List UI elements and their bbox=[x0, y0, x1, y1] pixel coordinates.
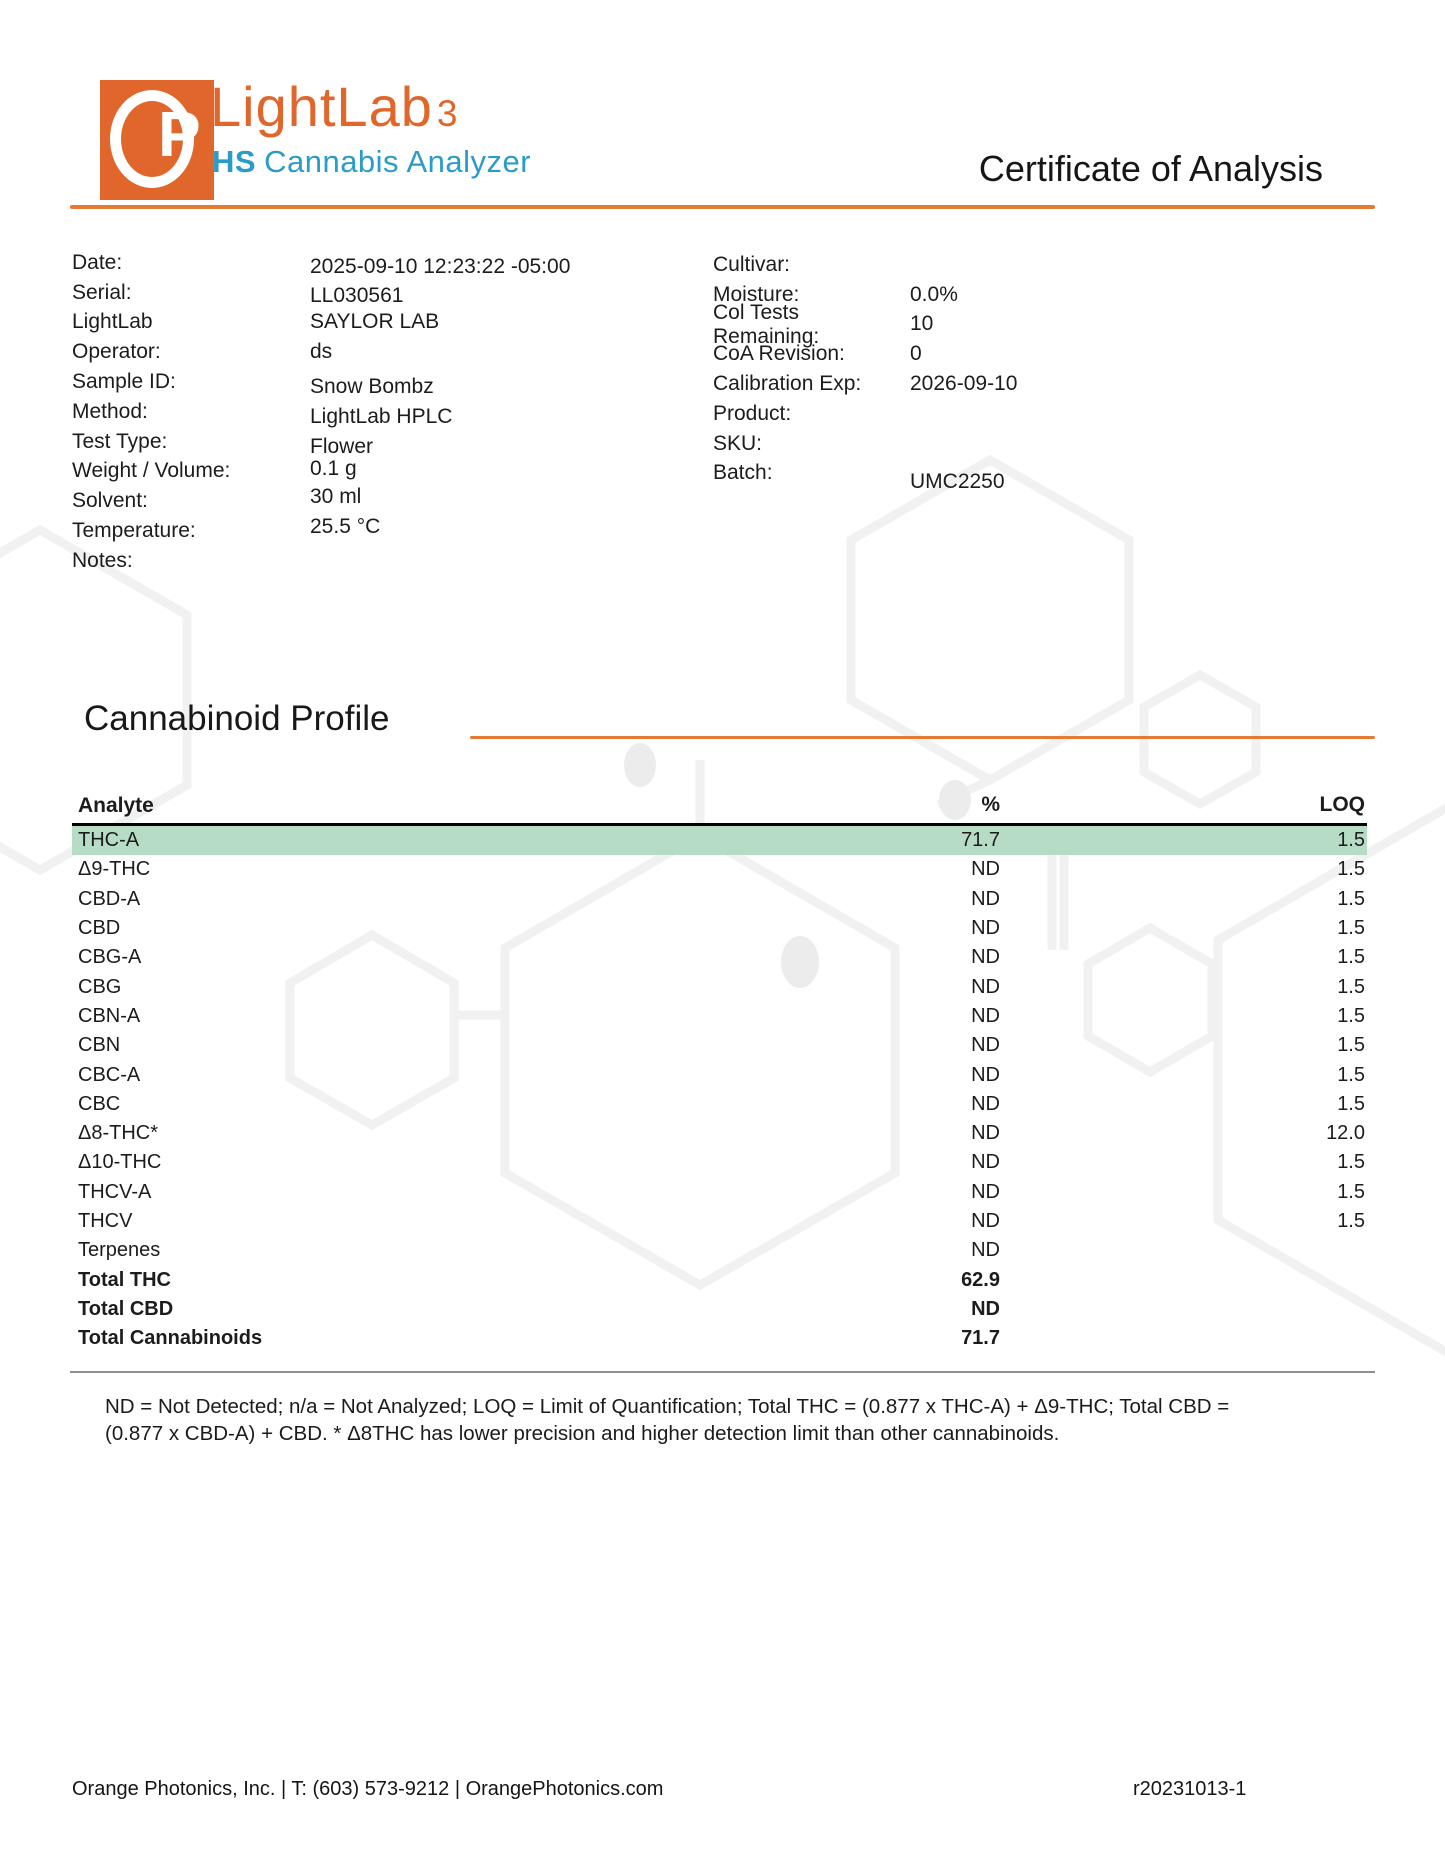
loq-cell: 1.5 bbox=[1337, 1004, 1365, 1027]
loq-cell: 12.0 bbox=[1326, 1122, 1365, 1145]
loq-cell: 1.5 bbox=[1337, 1063, 1365, 1086]
loq-cell: 1.5 bbox=[1337, 1092, 1365, 1115]
info-row bbox=[713, 300, 1273, 348]
table-row bbox=[72, 1236, 1367, 1265]
brand-name: LightLab 3 bbox=[210, 75, 459, 138]
info-value: UMC2250 bbox=[910, 470, 1005, 494]
info-value: 0.1 g bbox=[310, 457, 357, 481]
info-label: Calibration Exp: bbox=[713, 372, 862, 396]
table-row bbox=[72, 1002, 1367, 1031]
analyte-cell: CBD-A bbox=[78, 887, 141, 910]
col-loq: LOQ bbox=[1319, 793, 1365, 816]
percent-cell: 62.9 bbox=[961, 1268, 1000, 1291]
table-row bbox=[72, 1031, 1367, 1060]
col-analyte: Analyte bbox=[78, 794, 154, 817]
info-value: Snow Bombz bbox=[310, 375, 434, 399]
info-row bbox=[713, 459, 1273, 494]
info-value: Flower bbox=[310, 434, 374, 458]
section-rule bbox=[470, 736, 1375, 739]
footnote: ND = Not Detected; n/a = Not Analyzed; LOQ = Limit of Quantification; Total THC = (0.877 x THC-A) + Δ9-THC; Total CBD = (0.877 x CBD-A) + CBD. * Δ8THC has lower precision and higher detection limit than other cannabinoids. bbox=[105, 1395, 1230, 1445]
info-label: Test Type: bbox=[72, 429, 168, 453]
info-value: 2026-09-10 bbox=[910, 372, 1018, 396]
info-value: 30 ml bbox=[310, 485, 362, 509]
table-bottom-rule bbox=[70, 1371, 1375, 1373]
table-row bbox=[72, 1324, 1367, 1353]
percent-cell: ND bbox=[971, 858, 1000, 881]
info-label: CoA Revision: bbox=[713, 342, 845, 366]
percent-cell: ND bbox=[971, 975, 1000, 998]
table-row bbox=[72, 1148, 1367, 1177]
analyte-cell: THCV bbox=[78, 1210, 133, 1232]
info-value: 0 bbox=[910, 342, 922, 366]
info-row bbox=[72, 367, 632, 397]
table-row bbox=[72, 1060, 1367, 1089]
loq-cell: 1.5 bbox=[1337, 975, 1365, 998]
sample-info-left bbox=[72, 248, 632, 576]
info-row bbox=[72, 516, 632, 546]
info-label: Operator: bbox=[72, 340, 161, 364]
info-value: LightLab HPLC bbox=[310, 404, 453, 428]
loq-cell: 1.5 bbox=[1337, 1151, 1365, 1174]
analyte-cell: Δ8-THC* bbox=[78, 1122, 159, 1145]
cannabinoid-table bbox=[72, 790, 1367, 1353]
percent-cell: ND bbox=[971, 1239, 1000, 1262]
info-label: Weight / Volume: bbox=[72, 459, 231, 483]
info-value: ds bbox=[310, 340, 333, 364]
info-value: SAYLOR LAB bbox=[310, 310, 440, 334]
info-label: Serial: bbox=[72, 280, 132, 304]
info-label: Date: bbox=[72, 250, 123, 274]
loq-cell: 1.5 bbox=[1337, 1180, 1365, 1203]
table-row bbox=[72, 914, 1367, 943]
table-row bbox=[72, 1119, 1367, 1148]
percent-cell: ND bbox=[971, 1297, 1000, 1320]
percent-cell: ND bbox=[971, 1180, 1000, 1203]
info-value: 2025-09-10 12:23:22 -05:00 bbox=[310, 254, 571, 278]
analyte-cell: CBN-A bbox=[78, 1004, 141, 1027]
percent-cell: ND bbox=[971, 1034, 1000, 1057]
analyte-cell: CBC bbox=[78, 1092, 121, 1115]
loq-cell: 1.5 bbox=[1337, 887, 1365, 910]
info-label: Sample ID: bbox=[72, 370, 176, 394]
loq-cell: 1.5 bbox=[1337, 917, 1365, 940]
loq-cell: 1.5 bbox=[1337, 858, 1365, 881]
percent-cell: ND bbox=[971, 1063, 1000, 1086]
table-row bbox=[72, 943, 1367, 972]
analyte-cell: CBC-A bbox=[78, 1063, 141, 1086]
percent-cell: ND bbox=[971, 1092, 1000, 1115]
info-row bbox=[713, 369, 1273, 399]
logo-p-letter: P bbox=[158, 98, 201, 170]
analyte-cell: Terpenes bbox=[78, 1239, 161, 1262]
percent-cell: ND bbox=[971, 1210, 1000, 1232]
header-rule bbox=[70, 205, 1375, 209]
analyte-cell: THC-A bbox=[78, 829, 140, 852]
info-label: Col Tests Remaining: bbox=[713, 300, 820, 348]
percent-cell: 71.7 bbox=[961, 829, 1000, 852]
analyte-cell: CBG-A bbox=[78, 946, 142, 969]
sample-info-right bbox=[713, 250, 1273, 494]
table-row bbox=[72, 972, 1367, 1001]
info-row bbox=[72, 457, 632, 487]
loq-cell: 1.5 bbox=[1337, 1210, 1365, 1232]
table-row bbox=[72, 1090, 1367, 1119]
loq-cell: 1.5 bbox=[1337, 946, 1365, 969]
table-row bbox=[72, 855, 1367, 884]
loq-cell: 1.5 bbox=[1337, 829, 1365, 852]
info-label: Solvent: bbox=[72, 489, 148, 513]
analyte-cell: THCV-A bbox=[78, 1180, 152, 1203]
col-percent: % bbox=[981, 793, 1000, 816]
info-label: LightLab bbox=[72, 310, 153, 334]
percent-cell: ND bbox=[971, 917, 1000, 940]
info-row bbox=[72, 427, 632, 457]
info-value: 10 bbox=[910, 312, 934, 336]
info-row bbox=[72, 397, 632, 427]
info-row bbox=[72, 546, 632, 576]
percent-cell: 71.7 bbox=[961, 1327, 1000, 1350]
analyte-cell: Total CBD bbox=[78, 1297, 174, 1320]
analyte-cell: Δ9-THC bbox=[78, 858, 151, 881]
loq-cell: 1.5 bbox=[1337, 1034, 1365, 1057]
info-row bbox=[72, 337, 632, 367]
info-row bbox=[72, 486, 632, 516]
percent-cell: ND bbox=[971, 946, 1000, 969]
info-row bbox=[713, 429, 1273, 459]
footer-company: Orange Photonics, Inc. | T: (603) 573-9212 | OrangePhotonics.com bbox=[72, 1778, 664, 1800]
percent-cell: ND bbox=[971, 1151, 1000, 1174]
brand-subtitle: HS Cannabis Analyzer bbox=[212, 144, 532, 179]
info-label: Cultivar: bbox=[713, 252, 791, 276]
table-row bbox=[72, 885, 1367, 914]
info-label: Method: bbox=[72, 399, 148, 423]
info-label: Moisture: bbox=[713, 282, 800, 306]
info-value: 25.5 °C bbox=[310, 515, 381, 539]
footer-revision: r20231013-1 bbox=[1133, 1778, 1247, 1800]
info-label: Batch: bbox=[713, 461, 773, 485]
info-label: Notes: bbox=[72, 548, 133, 572]
analyte-cell: Δ10-THC bbox=[78, 1151, 162, 1174]
table-row bbox=[72, 1295, 1367, 1324]
info-row bbox=[713, 250, 1273, 280]
table-row bbox=[72, 826, 1367, 855]
table-row bbox=[72, 1207, 1367, 1236]
info-row bbox=[72, 278, 632, 308]
table-row bbox=[72, 1178, 1367, 1207]
info-row bbox=[72, 308, 632, 338]
section-title: Cannabinoid Profile bbox=[84, 699, 390, 738]
document-title: Certificate of Analysis bbox=[978, 148, 1323, 189]
info-label: Temperature: bbox=[72, 519, 196, 543]
percent-cell: ND bbox=[971, 887, 1000, 910]
info-row bbox=[72, 248, 632, 278]
analyte-cell: Total THC bbox=[78, 1268, 171, 1291]
info-value: LL030561 bbox=[310, 283, 404, 307]
percent-cell: ND bbox=[971, 1122, 1000, 1145]
analyte-cell: CBD bbox=[78, 917, 121, 940]
analyte-cell: CBG bbox=[78, 975, 122, 998]
info-label: SKU: bbox=[713, 431, 763, 455]
info-value: 0.0% bbox=[910, 282, 958, 306]
info-label: Product: bbox=[713, 401, 792, 425]
percent-cell: ND bbox=[971, 1004, 1000, 1027]
table-header bbox=[72, 790, 1367, 826]
table-row bbox=[72, 1265, 1367, 1294]
analyte-cell: Total Cannabinoids bbox=[78, 1327, 263, 1350]
analyte-cell: CBN bbox=[78, 1034, 121, 1057]
info-row bbox=[713, 339, 1273, 369]
brand-version: 3 bbox=[436, 93, 459, 134]
orange-photonics-logo bbox=[100, 80, 214, 200]
info-row bbox=[713, 399, 1273, 429]
